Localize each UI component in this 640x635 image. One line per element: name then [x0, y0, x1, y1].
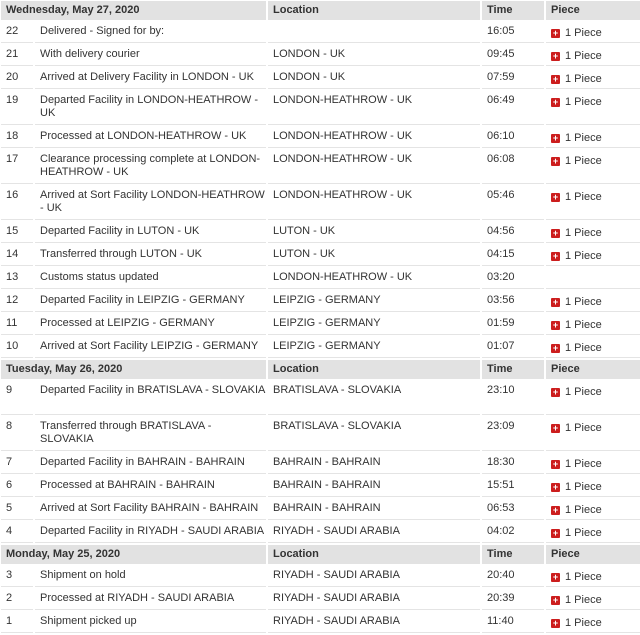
piece-label: 1 Piece	[565, 50, 602, 62]
piece-label: 1 Piece	[565, 527, 602, 539]
event-piece-cell	[546, 127, 640, 148]
event-location: BAHRAIN - BAHRAIN	[268, 453, 480, 474]
table-row	[1, 245, 640, 266]
event-time: 04:15	[482, 245, 544, 266]
event-location: LONDON-HEATHROW - UK	[268, 268, 480, 289]
event-description: Processed at LEIPZIG - GERMANY	[35, 314, 266, 335]
event-number: 20	[1, 68, 33, 89]
table-row	[1, 566, 640, 587]
piece-label: 1 Piece	[565, 617, 602, 629]
piece-toggle[interactable]	[551, 155, 602, 168]
event-time: 23:10	[482, 381, 544, 415]
plus-icon[interactable]: +	[552, 459, 559, 469]
event-number: 11	[1, 314, 33, 335]
piece-header: Piece	[546, 1, 640, 20]
event-location: BAHRAIN - BAHRAIN	[268, 476, 480, 497]
event-location: LONDON-HEATHROW - UK	[268, 127, 480, 148]
event-location: LUTON - UK	[268, 245, 480, 266]
day-date: Monday, May 25, 2020	[1, 545, 266, 564]
event-location: RIYADH - SAUDI ARABIA	[268, 589, 480, 610]
event-piece-cell	[546, 268, 640, 289]
event-piece-cell	[546, 381, 640, 415]
piece-toggle[interactable]	[551, 481, 602, 494]
event-description: Shipment on hold	[35, 566, 266, 587]
location-header: Location	[268, 360, 480, 379]
piece-toggle[interactable]	[551, 571, 602, 584]
event-number: 18	[1, 127, 33, 148]
day-date: Tuesday, May 26, 2020	[1, 360, 266, 379]
piece-label: 1 Piece	[565, 296, 602, 308]
event-time: 15:51	[482, 476, 544, 497]
event-number: 12	[1, 291, 33, 312]
event-location: RIYADH - SAUDI ARABIA	[268, 612, 480, 633]
event-piece-cell	[546, 589, 640, 610]
event-piece-cell	[546, 453, 640, 474]
piece-toggle[interactable]	[551, 27, 602, 40]
event-piece-cell	[546, 222, 640, 243]
location-header: Location	[268, 1, 480, 20]
event-description: Shipment picked up	[35, 612, 266, 633]
table-row	[1, 150, 640, 184]
event-description: Processed at BAHRAIN - BAHRAIN	[35, 476, 266, 497]
table-row	[1, 337, 640, 358]
piece-label: 1 Piece	[565, 155, 602, 167]
event-description: Transferred through LUTON - UK	[35, 245, 266, 266]
plus-icon[interactable]: +	[552, 572, 559, 582]
plus-icon[interactable]: +	[552, 133, 559, 143]
event-number: 21	[1, 45, 33, 66]
day-header	[1, 360, 640, 379]
event-piece-cell	[546, 245, 640, 266]
event-description: Arrived at Sort Facility BAHRAIN - BAHRAIN	[35, 499, 266, 520]
table-row	[1, 589, 640, 610]
event-time: 06:10	[482, 127, 544, 148]
plus-icon[interactable]: +	[552, 74, 559, 84]
event-time: 16:05	[482, 22, 544, 43]
event-description: Departed Facility in LONDON-HEATHROW - UK	[35, 91, 266, 125]
event-location: BRATISLAVA - SLOVAKIA	[268, 417, 480, 451]
plus-icon[interactable]: +	[552, 343, 559, 353]
piece-label: 1 Piece	[565, 73, 602, 85]
event-location: LONDON-HEATHROW - UK	[268, 150, 480, 184]
event-number: 17	[1, 150, 33, 184]
piece-toggle[interactable]	[551, 504, 602, 517]
event-description: Arrived at Sort Facility LONDON-HEATHROW - UK	[35, 186, 266, 220]
piece-toggle[interactable]	[551, 594, 602, 607]
event-description: Delivered - Signed for by:	[35, 22, 266, 43]
event-description: Clearance processing complete at LONDON-HEATHROW - UK	[35, 150, 266, 184]
event-time: 20:39	[482, 589, 544, 610]
piece-label: 1 Piece	[565, 250, 602, 262]
piece-label: 1 Piece	[565, 386, 602, 398]
piece-label: 1 Piece	[565, 481, 602, 493]
event-location: RIYADH - SAUDI ARABIA	[268, 522, 480, 543]
piece-header: Piece	[546, 360, 640, 379]
plus-icon[interactable]: +	[552, 297, 559, 307]
event-location: LEIPZIG - GERMANY	[268, 314, 480, 335]
event-location: LONDON - UK	[268, 45, 480, 66]
table-row	[1, 127, 640, 148]
piece-toggle[interactable]	[551, 250, 602, 263]
event-location: RIYADH - SAUDI ARABIA	[268, 566, 480, 587]
table-row	[1, 476, 640, 497]
table-row	[1, 453, 640, 474]
plus-icon[interactable]: +	[552, 51, 559, 61]
event-time: 06:08	[482, 150, 544, 184]
event-piece-cell	[546, 150, 640, 184]
event-time: 03:20	[482, 268, 544, 289]
event-location: LUTON - UK	[268, 222, 480, 243]
table-row	[1, 45, 640, 66]
table-row	[1, 91, 640, 125]
event-piece-cell	[546, 476, 640, 497]
piece-toggle[interactable]	[551, 422, 602, 435]
piece-toggle[interactable]	[551, 73, 602, 86]
event-piece-cell	[546, 417, 640, 451]
table-row	[1, 186, 640, 220]
event-description: Customs status updated	[35, 268, 266, 289]
event-time: 04:56	[482, 222, 544, 243]
piece-label: 1 Piece	[565, 227, 602, 239]
piece-label: 1 Piece	[565, 504, 602, 516]
day-header	[1, 545, 640, 564]
piece-label: 1 Piece	[565, 342, 602, 354]
plus-icon[interactable]: +	[552, 423, 559, 433]
event-number: 7	[1, 453, 33, 474]
time-header: Time	[482, 360, 544, 379]
event-description: With delivery courier	[35, 45, 266, 66]
event-description: Arrived at Sort Facility LEIPZIG - GERMANY	[35, 337, 266, 358]
event-number: 5	[1, 499, 33, 520]
table-row	[1, 381, 640, 415]
piece-toggle[interactable]	[551, 319, 602, 332]
event-number: 16	[1, 186, 33, 220]
event-piece-cell	[546, 499, 640, 520]
event-number: 2	[1, 589, 33, 610]
event-number: 6	[1, 476, 33, 497]
event-description: Arrived at Delivery Facility in LONDON - UK	[35, 68, 266, 89]
event-number: 8	[1, 417, 33, 451]
event-number: 10	[1, 337, 33, 358]
piece-label: 1 Piece	[565, 96, 602, 108]
piece-toggle[interactable]	[551, 342, 602, 355]
table-row	[1, 222, 640, 243]
location-header: Location	[268, 545, 480, 564]
table-row	[1, 612, 640, 633]
event-piece-cell	[546, 314, 640, 335]
event-number: 22	[1, 22, 33, 43]
piece-label: 1 Piece	[565, 594, 602, 606]
event-description: Departed Facility in LUTON - UK	[35, 222, 266, 243]
plus-icon[interactable]: +	[552, 228, 559, 238]
event-number: 1	[1, 612, 33, 633]
event-location: LEIPZIG - GERMANY	[268, 291, 480, 312]
plus-icon[interactable]: +	[552, 28, 559, 38]
event-number: 9	[1, 381, 33, 415]
event-time: 05:46	[482, 186, 544, 220]
piece-toggle[interactable]	[551, 617, 602, 630]
piece-label: 1 Piece	[565, 458, 602, 470]
event-number: 3	[1, 566, 33, 587]
event-time: 18:30	[482, 453, 544, 474]
day-header	[1, 1, 640, 20]
event-piece-cell	[546, 186, 640, 220]
event-time: 07:59	[482, 68, 544, 89]
event-number: 19	[1, 91, 33, 125]
event-description: Departed Facility in BRATISLAVA - SLOVAKIA	[35, 381, 266, 415]
table-row	[1, 268, 640, 289]
piece-label: 1 Piece	[565, 27, 602, 39]
event-time: 01:59	[482, 314, 544, 335]
event-time: 03:56	[482, 291, 544, 312]
time-header: Time	[482, 1, 544, 20]
event-time: 06:49	[482, 91, 544, 125]
time-header: Time	[482, 545, 544, 564]
plus-icon[interactable]: +	[552, 618, 559, 628]
table-row	[1, 291, 640, 312]
event-location: BAHRAIN - BAHRAIN	[268, 499, 480, 520]
plus-icon[interactable]: +	[552, 482, 559, 492]
plus-icon[interactable]: +	[552, 387, 559, 397]
piece-toggle[interactable]	[551, 191, 602, 204]
plus-icon[interactable]: +	[552, 156, 559, 166]
piece-toggle[interactable]	[551, 527, 602, 540]
piece-toggle[interactable]	[551, 132, 602, 145]
plus-icon[interactable]: +	[552, 505, 559, 515]
plus-icon[interactable]: +	[552, 97, 559, 107]
event-time: 01:07	[482, 337, 544, 358]
event-description: Processed at RIYADH - SAUDI ARABIA	[35, 589, 266, 610]
piece-toggle[interactable]	[551, 50, 602, 63]
event-time: 20:40	[482, 566, 544, 587]
table-row	[1, 22, 640, 43]
event-location	[268, 22, 480, 43]
piece-toggle[interactable]	[551, 296, 602, 309]
event-location: LONDON - UK	[268, 68, 480, 89]
table-row	[1, 499, 640, 520]
plus-icon[interactable]: +	[552, 320, 559, 330]
event-piece-cell	[546, 22, 640, 43]
event-piece-cell	[546, 612, 640, 633]
piece-toggle[interactable]	[551, 458, 602, 471]
event-description: Departed Facility in LEIPZIG - GERMANY	[35, 291, 266, 312]
plus-icon[interactable]: +	[552, 251, 559, 261]
event-number: 4	[1, 522, 33, 543]
event-time: 06:53	[482, 499, 544, 520]
piece-label: 1 Piece	[565, 422, 602, 434]
event-piece-cell	[546, 522, 640, 543]
piece-toggle[interactable]	[551, 227, 602, 240]
piece-header: Piece	[546, 545, 640, 564]
event-piece-cell	[546, 68, 640, 89]
event-location: LONDON-HEATHROW - UK	[268, 91, 480, 125]
piece-label: 1 Piece	[565, 571, 602, 583]
event-piece-cell	[546, 91, 640, 125]
event-number: 13	[1, 268, 33, 289]
piece-toggle[interactable]	[551, 96, 602, 109]
piece-toggle[interactable]	[551, 386, 602, 399]
piece-label: 1 Piece	[565, 132, 602, 144]
event-number: 15	[1, 222, 33, 243]
day-date: Wednesday, May 27, 2020	[1, 1, 266, 20]
event-time: 11:40	[482, 612, 544, 633]
event-location: BRATISLAVA - SLOVAKIA	[268, 381, 480, 415]
event-number: 14	[1, 245, 33, 266]
table-row	[1, 522, 640, 543]
event-location: LONDON-HEATHROW - UK	[268, 186, 480, 220]
plus-icon[interactable]: +	[552, 528, 559, 538]
event-piece-cell	[546, 337, 640, 358]
event-piece-cell	[546, 45, 640, 66]
event-time: 09:45	[482, 45, 544, 66]
event-piece-cell	[546, 566, 640, 587]
plus-icon[interactable]: +	[552, 595, 559, 605]
table-row	[1, 417, 640, 451]
event-description: Transferred through BRATISLAVA - SLOVAKIA	[35, 417, 266, 451]
event-description: Departed Facility in RIYADH - SAUDI ARABIA	[35, 522, 266, 543]
table-row	[1, 314, 640, 335]
event-location: LEIPZIG - GERMANY	[268, 337, 480, 358]
event-description: Departed Facility in BAHRAIN - BAHRAIN	[35, 453, 266, 474]
piece-label: 1 Piece	[565, 319, 602, 331]
table-row	[1, 68, 640, 89]
piece-label: 1 Piece	[565, 191, 602, 203]
event-piece-cell	[546, 291, 640, 312]
plus-icon[interactable]: +	[552, 192, 559, 202]
event-time: 23:09	[482, 417, 544, 451]
event-description: Processed at LONDON-HEATHROW - UK	[35, 127, 266, 148]
event-time: 04:02	[482, 522, 544, 543]
